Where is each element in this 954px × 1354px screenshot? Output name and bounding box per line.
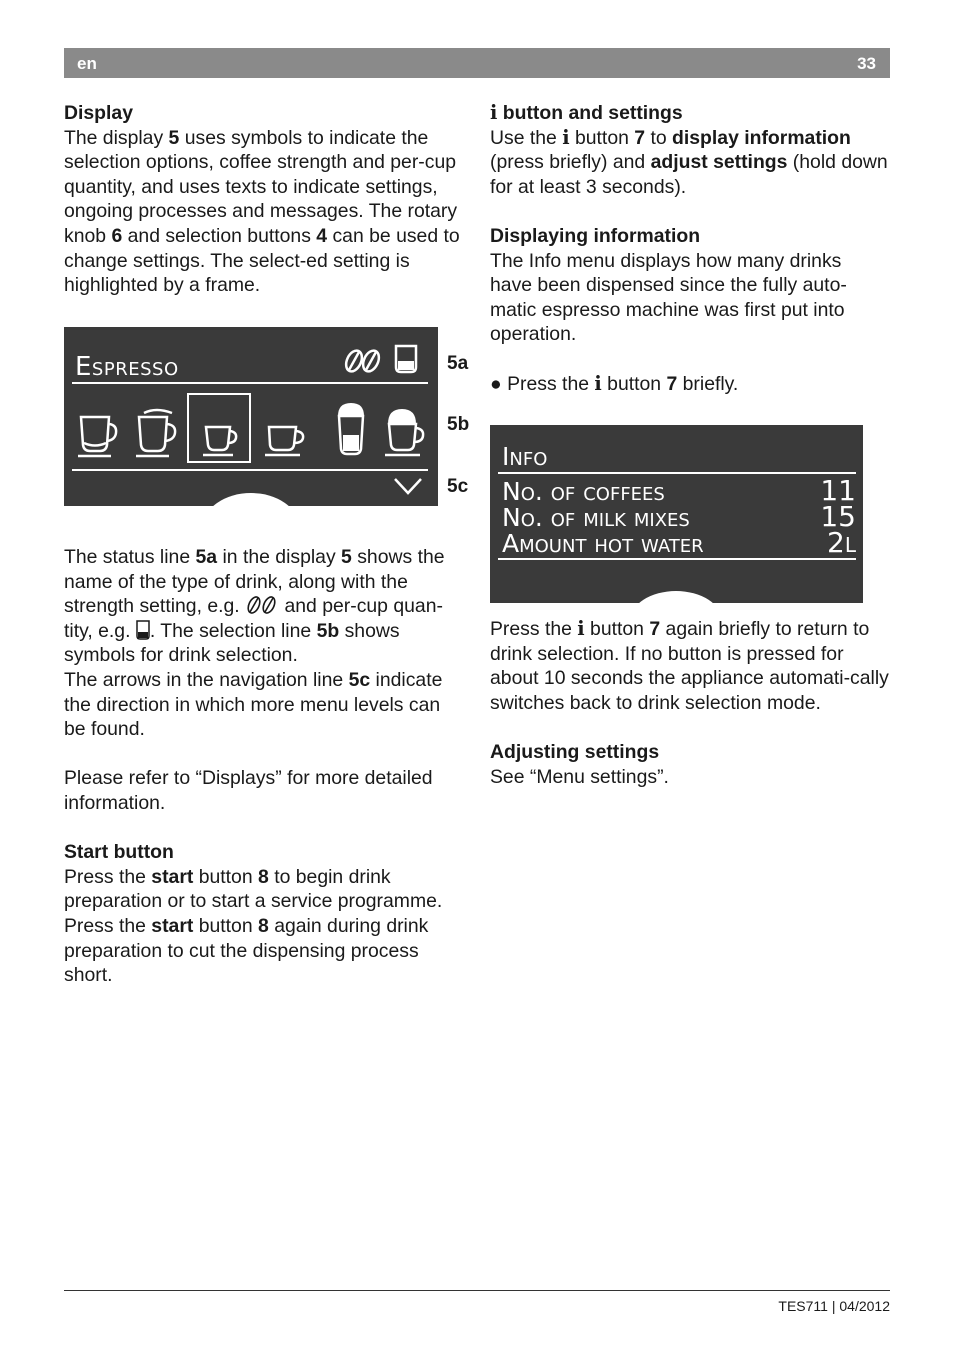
footer-rule [64, 1290, 890, 1291]
drink-icon-coffee [203, 427, 236, 455]
label-5b: 5b [447, 414, 470, 435]
right-column-bottom [490, 617, 900, 789]
info-row-label-hot-water: Amount hot water [502, 529, 704, 558]
displaying-info-paragraph: The Info menu displays how many drinks have been dispensed since the fully auto-matic espresso machine was first put into operation. [490, 249, 847, 346]
info-row-label-coffees: No. of coffees [502, 477, 665, 506]
info-row-value-hot-water: 2l [827, 526, 856, 559]
displaying-info-heading: Displaying information [490, 224, 701, 247]
espresso-display-graphic [64, 327, 438, 506]
page-header [64, 48, 890, 78]
label-5c: 5c [447, 476, 469, 497]
right-column-top [490, 101, 900, 396]
i-button-glyph: i [490, 101, 498, 124]
i-button-paragraph: Use the i button 7 to display information (press briefly) and adjust settings (hold down for at least 3 seconds). [490, 125, 888, 198]
bullet-icon: ● [490, 372, 508, 395]
drink-icon-latte-macchiato [338, 403, 364, 454]
press-i-bullet: ● Press the i button 7 briefly. [490, 371, 739, 395]
page-number: 33 [857, 54, 876, 73]
cup-quantity-icon [396, 346, 416, 372]
info-row-label-milk-mixes: No. of milk mixes [502, 503, 690, 532]
left-column-top [64, 101, 474, 298]
chevron-down-icon [395, 479, 421, 493]
i-button-heading: i button and settings [490, 101, 683, 124]
info-display-graphic [490, 425, 863, 603]
espresso-display [64, 327, 438, 506]
arrows-paragraph: The arrows in the navigation line 5c indicate the direction in which more menu levels can be found. [64, 668, 443, 741]
start-button-paragraph: Press the start button 8 to begin drink preparation or to start a service programme. Press the start button 8 again during drink preparation to cut the dispensing process short. [64, 865, 443, 987]
adjusting-settings-heading: Adjusting settings [490, 740, 660, 763]
drink-icon-cappuccino [385, 409, 423, 455]
info-row-value-coffees: 11 [820, 474, 856, 507]
label-5a: 5a [447, 353, 469, 374]
display-heading: Display [64, 102, 133, 124]
left-column-bottom [64, 545, 474, 988]
return-paragraph: Press the i button 7 again briefly to return to drink selection. If no button is pressed for about 10 seconds the appliance automati-cally switches back to drink selection mode. [490, 617, 889, 714]
footer-model-date: TES711 | 04/2012 [778, 1298, 890, 1314]
drink-icon-large-coffee [136, 410, 175, 456]
info-title: Info [502, 442, 548, 471]
cup-quantity-inline-icon [136, 620, 150, 640]
start-button-heading: Start button [64, 841, 174, 864]
info-row-value-milk-mixes: 15 [820, 500, 856, 533]
status-line-paragraph: The status line 5a in the display 5 shows the name of the type of drink, along with the strength setting, e.g. and per-cup quan-tity, e.g. . The selection line 5b shows symbols for drink selection. [64, 546, 445, 667]
strength-beans-inline-icon [245, 595, 279, 615]
drink-icon-espresso [265, 427, 303, 455]
refer-paragraph: Please refer to “Displays” for more detailed information. [64, 767, 433, 814]
display-paragraph: The display 5 uses symbols to indicate the selection options, coffee strength and per-cup quantity, and uses texts to indicate settings, ongoing processes and messages. The rotary knob 6 and selection buttons 4 can be used to change settings. The select-ed setting is highlighted by a frame. [64, 126, 460, 297]
info-display [490, 425, 863, 603]
strength-beans-icon [343, 348, 382, 374]
language-code: en [77, 54, 97, 73]
rotary-knob-shape [630, 591, 722, 603]
rotary-knob-shape [203, 493, 299, 506]
adjusting-settings-paragraph: See “Menu settings”. [490, 765, 669, 788]
drink-icon-double-coffee [78, 417, 116, 456]
espresso-title: Espresso [75, 352, 179, 382]
